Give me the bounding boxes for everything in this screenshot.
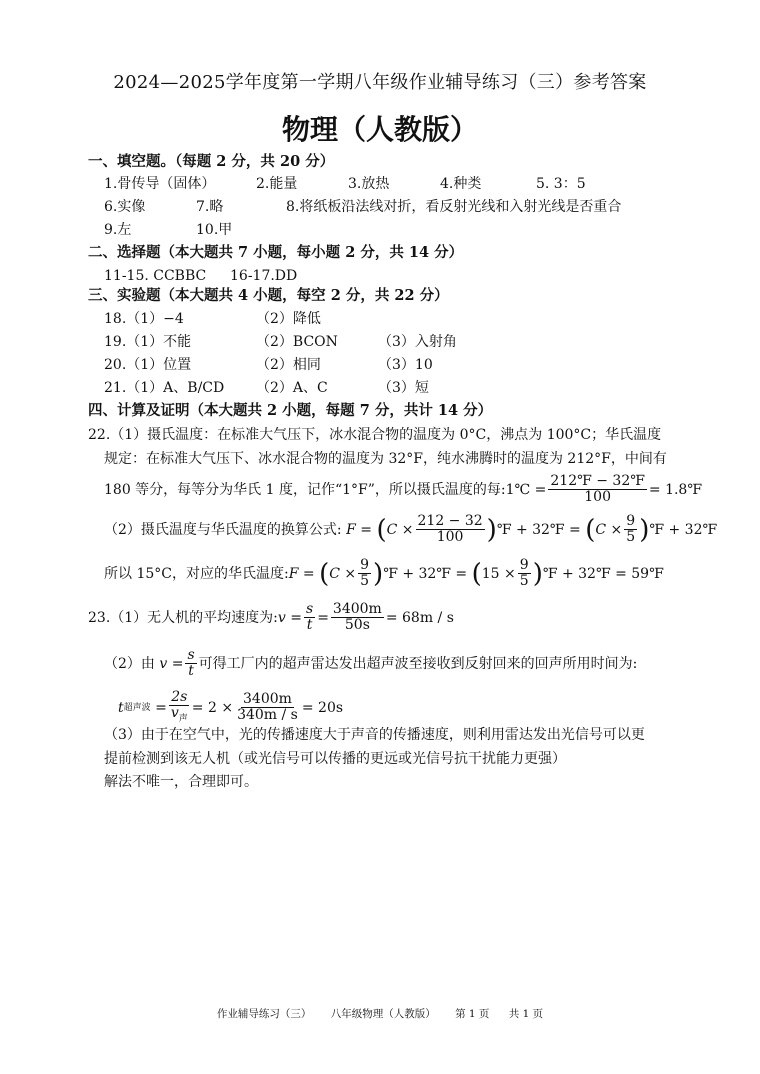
q22-part1-line3: [104, 474, 702, 506]
q22-formula-fraction: $\frac{212 - 32}{100}$: [417, 513, 483, 546]
q23-part3-line3: 解法不唯一，合理即可。: [104, 774, 258, 790]
answer-8: 8.将纸板沿法线对折，看反射光线和入射光线是否重合: [286, 199, 622, 215]
q22-part3-formula: 所以 15°C，对应的华氏温度: F = ( C × $\frac{9}{5}$ ) ℉ + 32℉ = ( 15 × $\frac{9}{5}$ ) ℉ + 32℉ = 59℉: [104, 557, 664, 590]
q22-formula-fraction-2: $\frac{9}{5}$: [626, 513, 636, 546]
answer-2: 2.能量: [256, 176, 298, 192]
q22-part1-line2: 规定：在标准大气压下、冰水混合物的温度为 32°F，纯水沸腾时的温度为 212°F，中间有: [104, 451, 667, 467]
answer-11-15: 11-15. CCBBC: [104, 268, 207, 284]
answer-18-1: 18.（1）−4: [104, 311, 184, 327]
q23-part3-line2: 提前检测到该无人机（或光信号可以传播的更远或光信号抗干扰能力更强）: [104, 751, 566, 767]
q22-part1-text: 180 等分，每等分为华氏 1 度，记作“1°F”，所以摄氏温度的每:1℃ =: [104, 481, 547, 498]
answer-20-1: 20.（1）位置: [104, 357, 192, 373]
section-3-heading: 三、实验题（本大题共 4 小题，每空 2 分，共 22 分）: [88, 287, 449, 304]
document-subtitle: 物理（人教版）: [281, 113, 478, 146]
answer-5: 5. 3：5: [536, 176, 586, 192]
q23-part1: 23.（1）无人机的平均速度为: v = $\frac{s}{t}$ = $\frac{3400m}{50s}$ = 68m / s: [88, 601, 454, 634]
answer-20-3: （3）10: [378, 357, 433, 373]
answer-18-2: （2）降低: [256, 311, 321, 327]
section-2-heading: 二、选择题（本大题共 7 小题，每小题 2 分，共 14 分）: [88, 244, 464, 261]
answer-19-2: （2）BCON: [256, 334, 338, 350]
page-footer: 作业辅导练习（三） 八年级物理（人教版） 第 1 页 共 1 页: [216, 1008, 544, 1020]
answer-9: 9.左: [104, 222, 132, 238]
document-title: 2024—2025学年度第一学期八年级作业辅导练习（三）参考答案: [113, 72, 647, 93]
answer-16-17: 16-17.DD: [230, 268, 298, 284]
q23-part3-line1: （3）由于在空气中，光的传播速度大于声音的传播速度，则利用雷达发出光信号可以更: [104, 727, 645, 743]
q22-part2-formula: （2）摄氏温度与华氏温度的换算公式: F = ( C × $\frac{212 - 32}{100}$ ) ℉ + 32℉ = ( C × $\frac{9}{5}$ ) ℉ + 32℉: [104, 513, 718, 546]
answer-21-2: （2）A、C: [256, 380, 328, 396]
answer-19-1: 19.（1）不能: [104, 334, 192, 350]
q22-result: = 1.8℉: [648, 481, 702, 498]
q22-part1-line1: 22.（1）摄氏温度：在标准大气压下，冰水混合物的温度为 0°C，沸点为 100°C；华氏温度: [88, 427, 662, 443]
answer-6: 6.实像: [104, 199, 146, 215]
section-1-heading: 一、填空题。（每题 2 分，共 20 分）: [88, 153, 335, 170]
answer-4: 4.种类: [440, 176, 482, 192]
q22-fraction: $\frac{212℉ - 32℉}{100}$: [550, 473, 645, 506]
answer-7: 7.略: [196, 199, 224, 215]
answer-3: 3.放热: [348, 176, 390, 192]
q22-final-result: 59℉: [631, 565, 664, 582]
answer-20-2: （2）相同: [256, 357, 321, 373]
section-4-heading: 四、计算及证明（本大题共 2 小题，每题 7 分，共计 14 分）: [88, 402, 493, 419]
answer-10: 10.甲: [196, 222, 233, 238]
answer-1: 1.骨传导（固体）: [104, 176, 216, 192]
q23-part2-formula: t 超声波 = $\frac{2s}{v_声}$ = 2 × $\frac{3400m}{340m / s}$ = 20s: [118, 689, 344, 725]
answer-21-1: 21.（1）A、B/CD: [104, 380, 225, 396]
q23-part2-intro: （2）由 v = $\frac{s}{t}$ 可得工厂内的超声雷达发出超声波至接收到反射回来的回声所用时间为:: [104, 647, 638, 680]
answer-21-3: （3）短: [378, 380, 429, 396]
answer-19-3: （3）入射角: [378, 334, 457, 350]
